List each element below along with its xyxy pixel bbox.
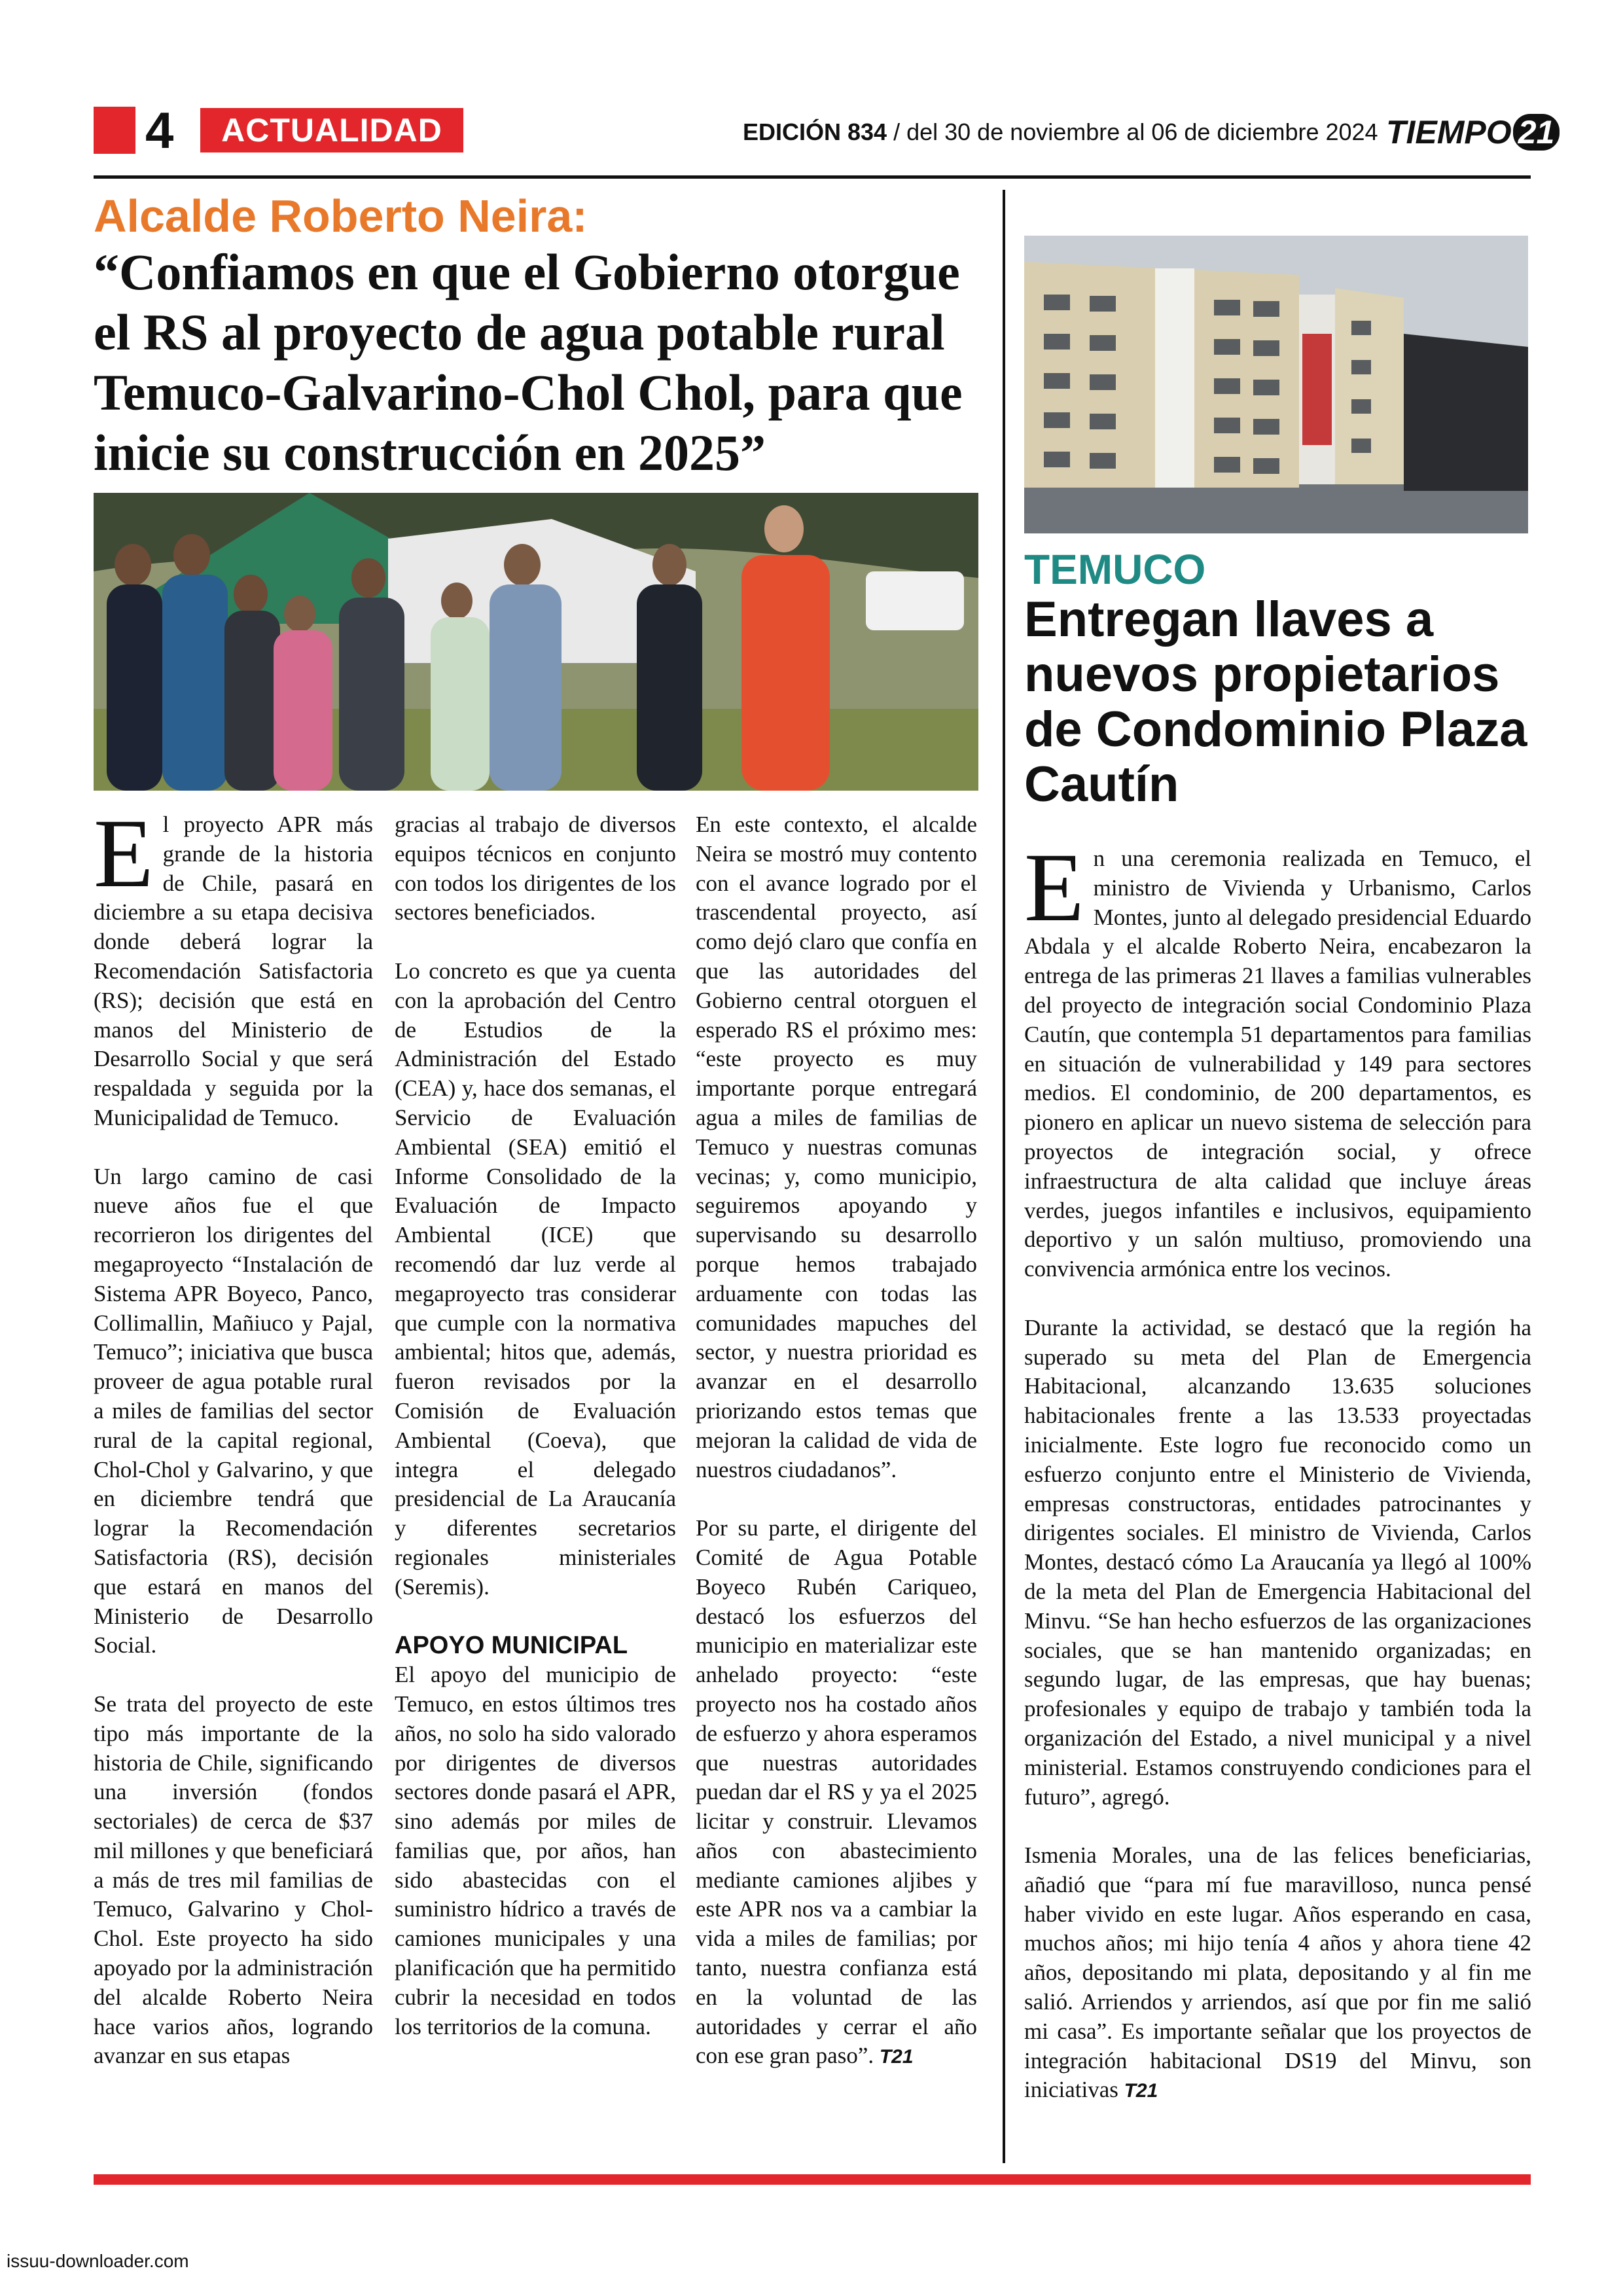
paragraph-text: Ismenia Morales, una de las felices beneficiarias, añadió que “para mí fue maravilloso, nunca pensé haber vivido en este lugar. Años esperando en casa, muchos años; mi hijo tenía 4 años y ahora tiene 42 años, depositando mi plata, depositando y al fin me salió. Arriendos y arriendos, así que por fin me salió mi casa”. Es importante señalar que los proyectos de integración habitacional DS19 del Minvu, son iniciativas — [1024, 1842, 1531, 2103]
main-article-column-3 — [696, 810, 977, 2071]
paragraph — [696, 1514, 977, 2071]
main-kicker: Alcalde Roberto Neira: — [94, 190, 588, 242]
paragraph: gracias al trabajo de diversos equipos técnicos en conjunto con todos los dirigentes de los sectores beneficiados. — [395, 812, 676, 925]
newspaper-logo — [1386, 110, 1560, 154]
paragraph: Lo concreto es que ya cuenta con la aprobación del Centro de Estudios de la Administración del Estado (CEA) y, hace dos semanas, el Servicio de Evaluación Ambiental (SEA) emitió el Informe Consolidado de la Evaluación de Impacto Ambiental (ICE) que recomendó dar luz verde al megaproyecto tras considerar que cumple con la normativa ambiental; hitos que, además, fueron revisados por la Comisión de Evaluación Ambiental (Coeva), que integra el delegado presidencial de La Araucanía y diferentes secretarios regionales ministeriales (Seremis). — [395, 958, 676, 1600]
edition-info — [743, 117, 1378, 148]
header-rule — [94, 175, 1531, 179]
main-article-photo — [94, 493, 978, 791]
subsection — [395, 1631, 676, 2041]
edition-dates: / del 30 de noviembre al 06 de diciembre 2024 — [887, 118, 1378, 145]
header-red-block — [94, 107, 135, 154]
logo-number: 21 — [1513, 114, 1560, 151]
paragraph-text: l proyecto APR más grande de la historia de Chile, pasará en diciembre a su etapa decisiva donde deberá lograr la Recomendación Satisfactoria (RS); decisión que está en manos del Ministerio de Desarrollo Social y que será respaldada y seguida por la Municipalidad de Temuco. — [94, 812, 373, 1130]
side-article-photo — [1024, 236, 1528, 533]
subhead: APOYO MUNICIPAL — [395, 1632, 628, 1660]
watermark: issuu-downloader.com — [7, 2251, 189, 2271]
main-article-column-1 — [94, 799, 373, 2071]
side-headline: Entregan llaves a nuevos propietarios de Condominio Plaza Cautín — [1024, 592, 1527, 812]
page-number: 4 — [145, 101, 174, 159]
paragraph: Durante la actividad, se destacó que la región ha superado su meta del Plan de Emergencia Habitacional, alcanzando 13.635 soluciones habitacionales frente a las 13.533 proyectadas inicialmente. Este logro fue reconocido como un esfuerzo conjunto entre el Ministerio de Vivienda, empresas constructoras, entidades patrocinantes y dirigentes sociales. El ministro de Vivienda, Carlos Montes, destacó cómo La Araucanía ya llegó al 100% de la meta del Plan de Emergencia Habitacional del Minvu. “Se han hecho esfuerzos de las organizaciones sociales, que se han mantenido organizadas; en segundo lugar, de las empresas, que hay buenas; profesionales y equipo de trabajo y también toda la organización del Estado, a nivel municipal y a nivel ministerial. Estamos construyendo condiciones para el futuro”, agregó. — [1024, 1314, 1531, 1810]
drop-cap: E — [1024, 833, 1084, 942]
paragraph-text: Por su parte, el dirigente del Comité de Agua Potable Boyeco Rubén Cariqueo, destacó los esfuerzos del municipio en materializar este anhelado proyecto: “este proyecto nos ha costado años de esfuerzo y ahora esperamos que nuestras autoridades puedan dar el RS y ya el 2025 licitar y construir. Llevamos años con abastecimiento mediante camiones aljibes y este APR nos va a cambiar la vida a miles de familias; por tanto, nuestra confianza está en la voluntad de las autoridades y cerrar el año con ese gran paso”. — [696, 1515, 977, 2069]
main-headline: “Confiamos en que el Gobierno otorgue el RS al proyecto de agua potable rural Temuco-Galvarino-Chol Chol, para que inicie su construcción en 2025” — [94, 243, 963, 481]
end-mark-icon: T21 — [1124, 2080, 1158, 2102]
end-mark-icon: T21 — [879, 2046, 914, 2068]
paragraph-text: n una ceremonia realizada en Temuco, el ministro de Vivienda y Urbanismo, Carlos Montes, junto al delegado presidencial Eduardo Abdala y el alcalde Roberto Neira, encabezaron la entrega de las primeras 21 llaves a familias vulnerables del proyecto de integración social Condominio Plaza Cautín, que contempla 51 departamentos para familias en situación de vulnerabilidad y 149 para sectores medios. El condominio, de 200 departamentos, es pionero en aplicar un nuevo sistema de selección para proyectos de integración social, y ofrece infraestructura de alta calidad que incluye áreas verdes, juegos infantiles e inclusivos, equipamiento deportivo y un salón multiuso, promoviendo una convivencia armónica entre los vecinos. — [1024, 846, 1531, 1282]
column-divider — [1003, 190, 1005, 2163]
drop-cap: E — [94, 799, 154, 908]
footer-rule — [94, 2174, 1531, 2185]
edition-number: EDICIÓN 834 — [743, 118, 887, 145]
paragraph: Se trata del proyecto de este tipo más importante de la historia de Chile, significando una inversión (fondos sectoriales) de cerca de $37 mil millones y que beneficiará a más de tres mil familias de Temuco, Galvarino y Chol-Chol. Este proyecto ha sido apoyado por la administración del alcalde Roberto Neira hace varios años, logrando avanzar en sus etapas — [94, 1691, 373, 2069]
paragraph — [1024, 833, 1531, 1284]
side-kicker: TEMUCO — [1024, 546, 1206, 593]
paragraph: En este contexto, el alcalde Neira se mostró muy contento con el avance logrado por el trascendental proyecto, así como dejó claro que confía en que las autoridades del Gobierno central otorguen el esperado RS el próximo mes: “este proyecto es muy importante porque entregará agua a miles de familias de Temuco y nuestras comunas vecinas; y, como municipio, seguiremos apoyando y supervisando su desarrollo porque hemos trabajado arduamente con todas las comunidades mapuches del sector, y nuestra prioridad es avanzar en el desarrollo priorizando estos temas que mejoran la calidad de vida de nuestros ciudadanos”. — [696, 812, 977, 1482]
side-article-column — [1024, 833, 1531, 2105]
main-article-column-2 — [395, 810, 676, 2041]
logo-text: TIEMPO — [1386, 114, 1512, 151]
paragraph-text: El apoyo del municipio de Temuco, en estos últimos tres años, no solo ha sido valorado por dirigentes de diversos sectores donde pasará el APR, sino además por miles de familias que, por años, han sido abastecidas con el suministro hídrico a través de camiones municipales y una planificación que ha permitido cubrir la necesidad en todos los territorios de la comuna. — [395, 1662, 676, 2039]
paragraph: Un largo camino de casi nueve años fue el que recorrieron los dirigentes del megaproyecto “Instalación de Sistema APR Boyeco, Panco, Collimallin, Mañiuco y Pajal, Temuco”; iniciativa que busca proveer de agua potable rural a miles de familias del sector rural de la capital regional, Chol-Chol y Galvarino, y que en diciembre tendrá que lograr la Recomendación Satisfactoria (RS), decisión que estará en manos del Ministerio de Desarrollo Social. — [94, 1163, 373, 1659]
paragraph — [1024, 1841, 1531, 2105]
section-label: ACTUALIDAD — [200, 108, 463, 152]
paragraph — [94, 799, 373, 1133]
